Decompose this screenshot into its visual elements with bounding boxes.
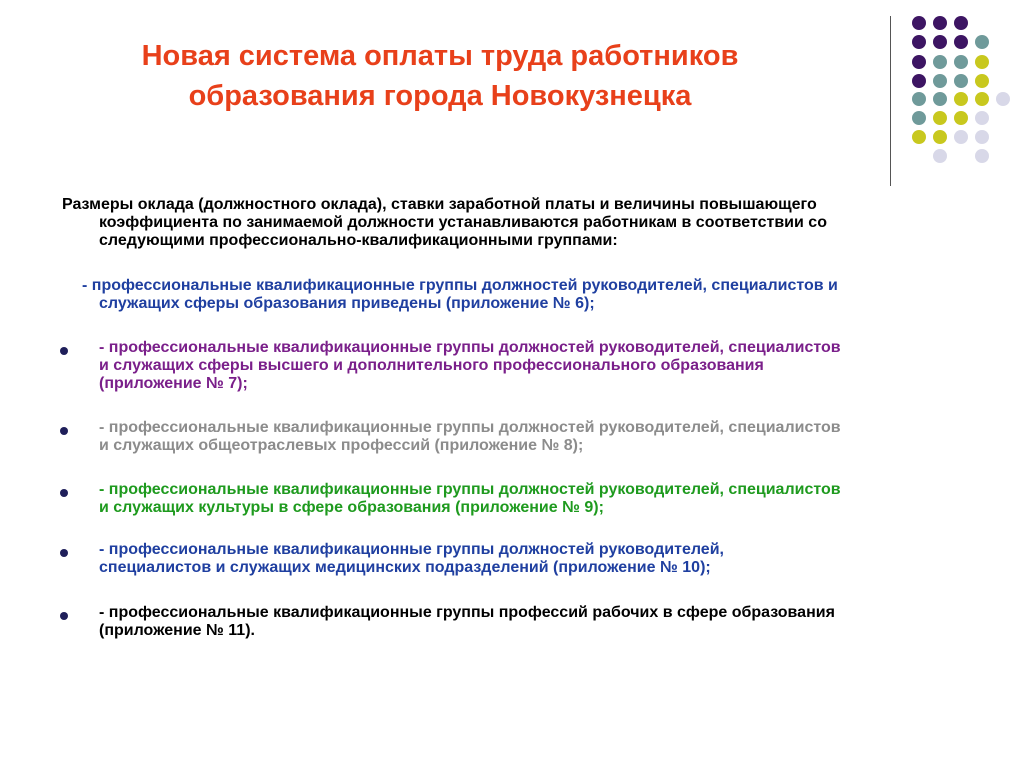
- decor-dot: [996, 92, 1010, 106]
- intro-paragraph: [62, 196, 942, 250]
- list-item-pkg-medical: [99, 541, 979, 577]
- bullet-dot: [60, 427, 68, 435]
- decor-dot: [912, 35, 926, 49]
- slide-title-line-2: образования города Новокузнецка: [188, 80, 692, 112]
- list-item-line: специалистов и служащих медицинских подразделений (приложение № 10);: [99, 559, 711, 576]
- list-item-pkg-education: [82, 277, 962, 313]
- decor-dot: [912, 111, 926, 125]
- decor-dot: [912, 74, 926, 88]
- decor-dot: [954, 35, 968, 49]
- list-item-pkg-culture: [99, 481, 979, 517]
- decor-dot: [975, 111, 989, 125]
- intro-line-2: коэффициента по занимаемой должности устанавливаются работникам в соответствии со: [99, 214, 827, 231]
- list-item-line: - профессиональные квалификационные группы должностей руководителей, специалистов: [99, 481, 841, 498]
- list-item-pkg-general-professions: [99, 419, 979, 455]
- list-item-line: (приложение № 7);: [99, 375, 248, 392]
- bullet-dot: [60, 489, 68, 497]
- list-item-line: и служащих общеотраслевых профессий (приложение № 8);: [99, 437, 584, 454]
- slide-title-line-1: Новая система оплаты труда работников: [141, 40, 739, 72]
- decor-dot: [933, 111, 947, 125]
- decor-dot: [975, 130, 989, 144]
- list-item-line: и служащих сферы высшего и дополнительного профессионального образования: [99, 357, 764, 374]
- list-item-line: - профессиональные квалификационные группы должностей руководителей,: [99, 541, 724, 558]
- bullet-dot: [60, 612, 68, 620]
- decor-dot: [933, 35, 947, 49]
- list-item-line: и служащих культуры в сфере образования (приложение № 9);: [99, 499, 604, 516]
- list-item-line: - профессиональные квалификационные группы должностей руководителей, специалистов и: [82, 277, 838, 294]
- decor-dot: [933, 74, 947, 88]
- decor-dot: [933, 130, 947, 144]
- decor-dot: [975, 55, 989, 69]
- decor-dot: [954, 16, 968, 30]
- decor-dot: [912, 55, 926, 69]
- decor-dot: [933, 92, 947, 106]
- decor-dot: [954, 55, 968, 69]
- decor-dot: [912, 130, 926, 144]
- bullet-dot: [60, 549, 68, 557]
- decor-dot: [954, 111, 968, 125]
- bullet-dot: [60, 347, 68, 355]
- list-item-pkg-higher-education: [99, 339, 979, 393]
- decor-vertical-divider: [890, 16, 891, 186]
- decor-dot: [933, 149, 947, 163]
- decor-dot: [933, 16, 947, 30]
- list-item-line: - профессиональные квалификационные группы должностей руководителей, специалистов: [99, 419, 841, 436]
- decor-dot: [975, 74, 989, 88]
- slide-title: [100, 36, 780, 116]
- list-item-line: служащих сферы образования приведены (приложение № 6);: [99, 295, 595, 312]
- decor-dot: [975, 149, 989, 163]
- decor-dot: [954, 74, 968, 88]
- intro-line-3: следующими профессионально-квалификационными группами:: [99, 232, 618, 249]
- list-item-line: - профессиональные квалификационные группы должностей руководителей, специалистов: [99, 339, 841, 356]
- decor-dot: [954, 92, 968, 106]
- decor-dot: [975, 35, 989, 49]
- list-item-line: (приложение № 11).: [99, 622, 255, 639]
- decor-dot: [912, 92, 926, 106]
- list-item-line: - профессиональные квалификационные группы профессий рабочих в сфере образования: [99, 604, 835, 621]
- decor-dot: [912, 16, 926, 30]
- list-item-pkg-workers: [99, 604, 979, 640]
- decor-dot: [975, 92, 989, 106]
- decor-dot: [933, 55, 947, 69]
- decor-dot: [954, 130, 968, 144]
- intro-line-1: Размеры оклада (должностного оклада), ставки заработной платы и величины повышающего: [62, 196, 817, 213]
